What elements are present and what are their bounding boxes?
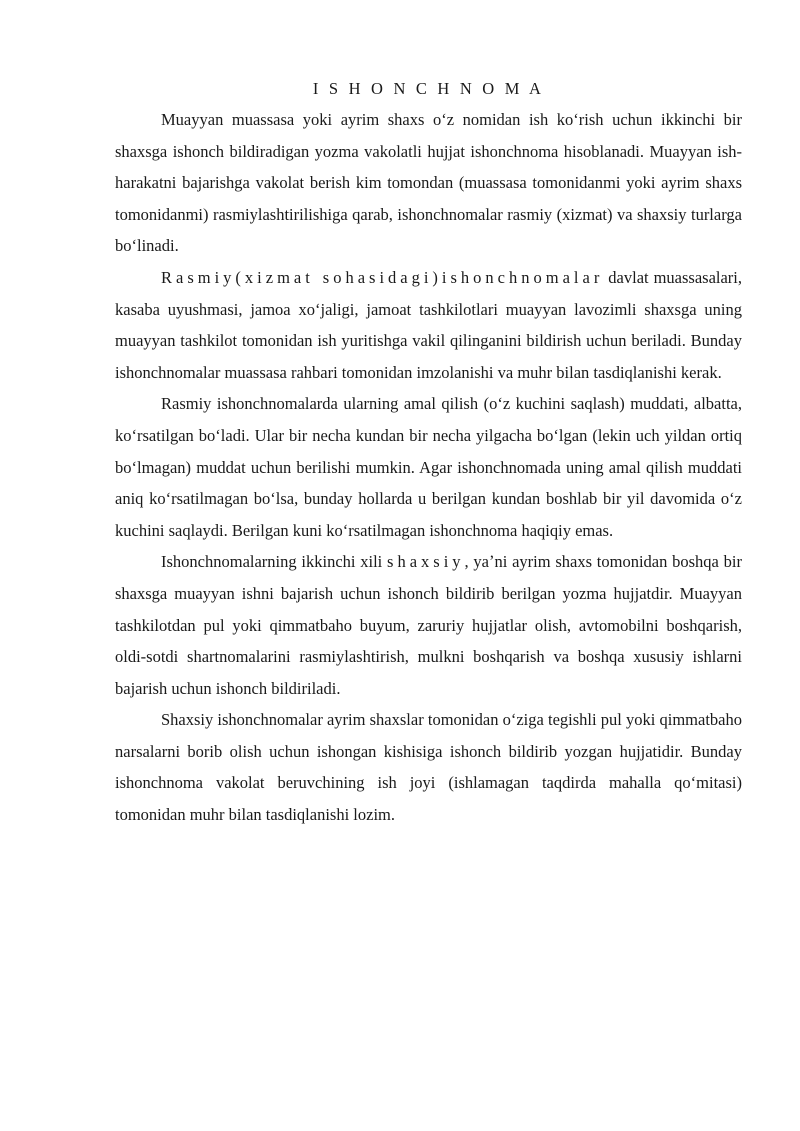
paragraph-5: Shaxsiy ishonchnomalar ayrim shaxslar tomonidan oʻziga tegishli pul yoki qimmatbaho narsalarni borib olish uchun ishongan kishisiga ishonch bildirib yozgan hujjatidir. Bunday ishonchnoma vakolat beruvchining ish joyi (ishlamagan taqdirda mahalla qoʻmitasi) tomonidan muhr bilan tasdiqlanishi lozim.: [115, 710, 742, 825]
document-page: [115, 74, 742, 831]
paragraph-4-spaced-term: shaxsiy: [387, 552, 465, 572]
paragraph-2-text: davlat muassasalari, kasaba uyushmasi, jamoa xoʻjaligi, jamoat tashkilotlari muayyan lavozimli shaxsga uning muayyan tashkilot tomonidan ish yuritishga vakil qilinganini bildirish uchun beriladi. Bunday ishonchnomalar muassasa rahbari tomonidan imzolanishi va muhr bilan tasdiqlanishi kerak.: [115, 267, 743, 382]
paragraph-4: [115, 546, 742, 704]
paragraph-1: Muayyan muassasa yoki ayrim shaxs oʻz nomidan ish koʻrish uchun ikkinchi bir shaxsga ishonch bildiradigan yozma vakolatli hujjat ishonchnoma hisoblanadi. Muayyan ish-harakatni bajarishga vakolat berish kim tomondan (muassasa tomonidanmi yoki ayrim shaxs tomonidanmi) rasmiylashtirilishiga qarab, ishonchnomalar rasmiy (xizmat) va shaxsiy turlarga boʻlinadi.: [115, 110, 742, 256]
paragraph-4-text-after: , yaʼni ayrim shaxs tomonidan boshqa bir shaxsga muayyan ishni bajarish uchun ishonch bildirib berilgan yozma hujjatdir. Muayyan tashkilotdan pul yoki qimmatbaho buyum, zaruriy hujjatlar olish, avtomobilni boshqarish, oldi-sotdi shartnomalarini rasmiylashtirish, mulkni boshqarish va boshqa xususiy ishlarni bajarish uchun ishonch bildiriladi.: [115, 552, 742, 698]
paragraph-4-text-before: Ishonchnomalarning ikkinchi xili: [161, 552, 388, 572]
paragraph-3: Rasmiy ishonchnomalarda ularning amal qilish (oʻz kuchini saqlash) muddati, albatta, koʻrsatilgan boʻladi. Ular bir necha kundan bir necha yilgacha boʻlgan (lekin uch yildan ortiq boʻlmagan) muddat uchun berilishi mumkin. Agar ishonchnomada uning amal qilish muddati aniq koʻrsatilmagan boʻlsa, bunday hollarda u berilgan kundan boshlab bir yil davomida oʻz kuchini saqlaydi. Berilgan kuni koʻrsatilmagan ishonchnoma haqiqiy emas.: [115, 394, 742, 540]
paragraph-2-spaced-term: Rasmiy(xizmat sohasidagi)ishonchnomalar: [161, 267, 604, 287]
document-title: I S H O N C H N O M A: [312, 79, 545, 98]
paragraph-2: [115, 262, 742, 388]
